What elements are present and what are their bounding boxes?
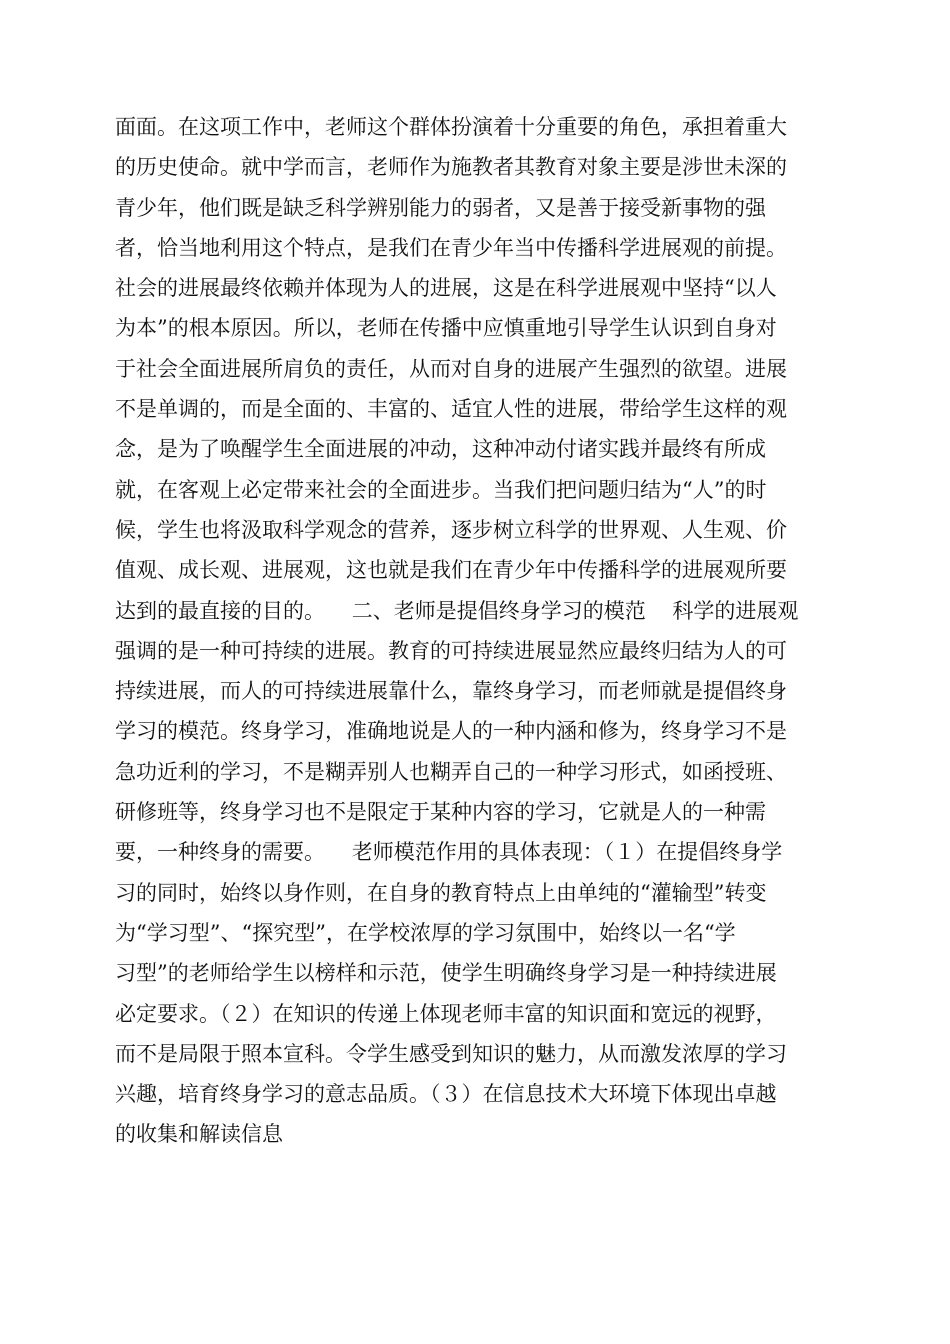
text-line: 青少年，他们既是缺乏科学辨别能力的弱者，又是善于接受新事物的强 bbox=[115, 195, 766, 220]
text-line: 的历史使命。就中学而言，老师作为施教者其教育对象主要是涉世未深的 bbox=[115, 155, 787, 180]
text-line: 面面。在这项工作中，老师这个群体扮演着十分重要的角色，承担着重大 bbox=[115, 115, 787, 139]
text-line: 强调的是一种可持续的进展。教育的可持续进展显然应最终归结为人的可 bbox=[115, 638, 787, 663]
text-line: 要，一种终身的需要。 老师模范作用的具体表现：（１）在提倡终身学 bbox=[115, 840, 783, 865]
text-line: 习的同时，始终以身作则，在自身的教育特点上由单纯的“灌输型”转变 bbox=[115, 880, 767, 905]
text-line: 研修班等，终身学习也不是限定于某种内容的学习，它就是人的一种需 bbox=[115, 800, 766, 825]
text-line: 不是单调的，而是全面的、丰富的、适宜人性的进展，带给学生这样的观 bbox=[115, 397, 787, 422]
text-line: 为本”的根本原因。所以，老师在传播中应慎重地引导学生认识到自身对 bbox=[115, 316, 777, 341]
text-line: 急功近利的学习，不是糊弄别人也糊弄自己的一种学习形式，如函授班、 bbox=[115, 759, 787, 784]
text-line: 念，是为了唤醒学生全面进展的冲动，这种冲动付诸实践并最终有所成 bbox=[115, 437, 766, 462]
text-line: 于社会全面进展所肩负的责任，从而对自身的进展产生强烈的欲望。进展 bbox=[115, 356, 787, 381]
text-line: 学习的模范。终身学习，准确地说是人的一种内涵和修为，终身学习不是 bbox=[115, 719, 787, 744]
text-line: 达到的最直接的目的。 二、老师是提倡终身学习的模范 科学的进展观 bbox=[115, 598, 799, 623]
body-text bbox=[115, 107, 835, 1155]
text-line: 的收集和解读信息 bbox=[115, 1122, 283, 1147]
text-line: 而不是局限于照本宣科。令学生感受到知识的魅力，从而激发浓厚的学习 bbox=[115, 1041, 787, 1066]
text-line: 者，恰当地利用这个特点，是我们在青少年当中传播科学进展观的前提。 bbox=[115, 235, 787, 260]
text-line: 值观、成长观、进展观，这也就是我们在青少年中传播科学的进展观所要 bbox=[115, 558, 787, 583]
text-line: 必定要求。（２）在知识的传递上体现老师丰富的知识面和宽远的视野， bbox=[115, 1001, 777, 1026]
text-line: 兴趣，培育终身学习的意志品质。（３）在信息技术大环境下体现出卓越 bbox=[115, 1082, 777, 1107]
text-line: 社会的进展最终依赖并体现为人的进展，这是在科学进展观中坚持“以人 bbox=[115, 276, 777, 301]
text-line: 习型”的老师给学生以榜样和示范，使学生明确终身学习是一种持续进展 bbox=[115, 961, 777, 986]
text-line: 候，学生也将汲取科学观念的营养，逐步树立科学的世界观、人生观、价 bbox=[115, 517, 787, 542]
text-line: 持续进展，而人的可持续进展靠什么，靠终身学习，而老师就是提倡终身 bbox=[115, 679, 787, 704]
text-line: 为“学习型”、“探究型”，在学校浓厚的学习氛围中，始终以一名“学 bbox=[115, 920, 736, 945]
text-line: 就，在客观上必定带来社会的全面进步。当我们把问题归结为“人”的时 bbox=[115, 477, 767, 502]
